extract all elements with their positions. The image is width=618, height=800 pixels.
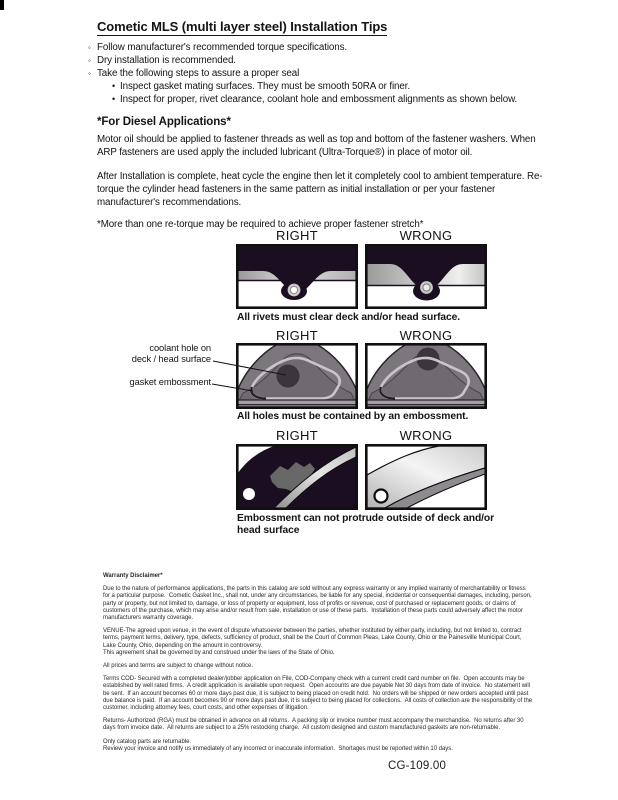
rivet-interfere-illustration xyxy=(365,244,487,309)
list-item xyxy=(112,80,560,93)
list-item xyxy=(88,41,560,54)
wrong-label-row2: WRONG xyxy=(399,328,453,343)
embossment-right-diagram xyxy=(236,343,358,409)
annotation-text: gasket embossment xyxy=(129,377,211,387)
embossment-protrudes-illustration xyxy=(365,444,487,510)
caption-rivets: All rivets must clear deck and/or head surface. xyxy=(237,312,461,323)
disclaimer-paragraph: VENUE-The agreed upon venue, in the event of dispute whatsoever between the parties, whether instituted by either party, including, but not limited to, contract terms, payment terms, delivery, type, defects, sufficiency of product, shall be the Court of Common Pleas, Lake County, Ohio or the Painesville Municipal Court, Lake County, Ohio, depending on the amount in controversy. xyxy=(103,628,524,649)
disclaimer-heading: Warranty Disclaimer* xyxy=(103,573,163,579)
page-title: Cometic MLS (multi layer steel) Installation Tips xyxy=(97,19,388,34)
rivet-wrong-diagram xyxy=(365,244,487,310)
tip-text: Inspect gasket mating surfaces. They must be smooth 50RA or finer. xyxy=(120,81,410,92)
disclaimer-paragraph: Only catalog parts are returnable. xyxy=(103,738,192,745)
embossment-wrong-diagram xyxy=(365,343,487,409)
list-item xyxy=(88,67,560,80)
hole-contained-illustration xyxy=(236,343,358,409)
disclaimer-paragraph: All prices and terms are subject to change without notice. xyxy=(103,663,254,670)
tip-text: Dry installation is recommended. xyxy=(97,55,236,66)
diesel-paragraph-1: Motor oil should be applied to fastener threads as well as top and bottom of the fastener washers. When ARP fasteners are used apply the included lubricant (Ultra-Torque®) in place of motor oil. xyxy=(97,134,538,159)
open-bullet-icon: ◦ xyxy=(88,69,91,78)
disclaimer-paragraph: This agreement shall be governed by and construed under the laws of the State of Ohio. xyxy=(103,649,335,656)
disclaimer-paragraph: Terms COD- Secured with a completed dealer/jobber application on File, COD-Company check with a current credit card number on file. Open accounts may be established by well rated firms. A credit application is available upon request. Open accounts are due payable Net 30 days from date of invoice. No statement will be sent. If an account becomes 60 or more days past due, it is subject to being placed on credit hold. No orders will be shipped or new orders accepted until past due balance is paid. If an account becomes 90 or more days past due, it is subject to being placed for collections. All costs of collection are the responsibility of the customer, including attorney fees, court costs, and other expenses of litigation. xyxy=(103,676,534,712)
bullet-icon: • xyxy=(112,94,116,104)
rivet-clear-illustration xyxy=(236,244,358,309)
gasket-embossment-annotation xyxy=(95,377,211,388)
list-item xyxy=(88,54,560,67)
protrusion-right-diagram xyxy=(236,444,358,510)
disclaimer-paragraph: Due to the nature of performance applications, the parts in this catalog are sold without any express warranty or any implied warranty of merchantability or fitness for a particular purpose. Cometic Gasket Inc., shall not, under any circumstances, be liable for any special, incidental or consequential damages, including, person, party or property, but not limited to, damage, or loss of property or equipment, loss of profits or revenue, cost of purchased or replacement goods, or claims of customers of the purchase, which may arise and/or result from sale, installation or use of these parts. Installation of these parts could adversely affect the motor manufacturers warranty coverage. xyxy=(103,586,534,622)
scan-edge-mark xyxy=(0,0,4,10)
right-label-row1: RIGHT xyxy=(276,228,318,243)
retorque-note: *More than one re-torque may be required to achieve proper fastener stretch* xyxy=(97,219,424,230)
right-label-row3: RIGHT xyxy=(276,428,318,443)
bullet-icon: • xyxy=(112,81,116,91)
installation-tips-list xyxy=(88,41,560,106)
right-label-row2: RIGHT xyxy=(276,328,318,343)
embossment-inside-illustration xyxy=(236,444,358,510)
wrong-label-row3: WRONG xyxy=(399,428,453,443)
caption-protrusion: Embossment can not protrude outside of deck and/or head surface xyxy=(237,513,495,536)
protrusion-wrong-diagram xyxy=(365,444,487,510)
wrong-label-row1: WRONG xyxy=(399,228,453,243)
diesel-applications-heading: *For Diesel Applications* xyxy=(97,116,231,128)
warranty-disclaimer xyxy=(103,573,533,753)
disclaimer-paragraph: Review your invoice and notify us immediately of any incorrect or inaccurate information. Shortages must be reported within 10 days. xyxy=(103,745,453,752)
rivet-right-diagram xyxy=(236,244,358,310)
open-bullet-icon: ◦ xyxy=(88,56,91,65)
hole-outside-illustration xyxy=(365,343,487,409)
diesel-paragraph-2: After Installation is complete, heat cycle the engine then let it completely cool to ambient temperature. Re-torque the cylinder head fasteners in the same pattern as initial installation or per your fastener manufacturer's recommendations. xyxy=(97,171,543,209)
tip-text: Inspect for proper, rivet clearance, coolant hole and embossment alignments as shown below. xyxy=(120,94,518,105)
annotation-text: deck / head surface xyxy=(131,353,211,364)
coolant-hole-annotation xyxy=(95,343,211,365)
annotation-text: coolant hole on xyxy=(149,343,211,353)
page-code: CG-109.00 xyxy=(388,760,447,772)
disclaimer-paragraph: Returns- Authorized (RGA) must be obtained in advance on all returns. A packing slip or invoice number must accompany the merchandise. No returns after 30 days from invoice date. All returns are subject to a 25% restocking charge. All custom designed and custom manufactured gaskets are non-returnable. xyxy=(103,718,526,732)
tip-text: Follow manufacturer's recommended torque specifications. xyxy=(97,42,348,53)
list-item xyxy=(112,93,560,106)
open-bullet-icon: ◦ xyxy=(88,43,91,52)
caption-holes: All holes must be contained by an embossment. xyxy=(237,411,469,422)
tip-text: Take the following steps to assure a proper seal xyxy=(97,68,300,79)
